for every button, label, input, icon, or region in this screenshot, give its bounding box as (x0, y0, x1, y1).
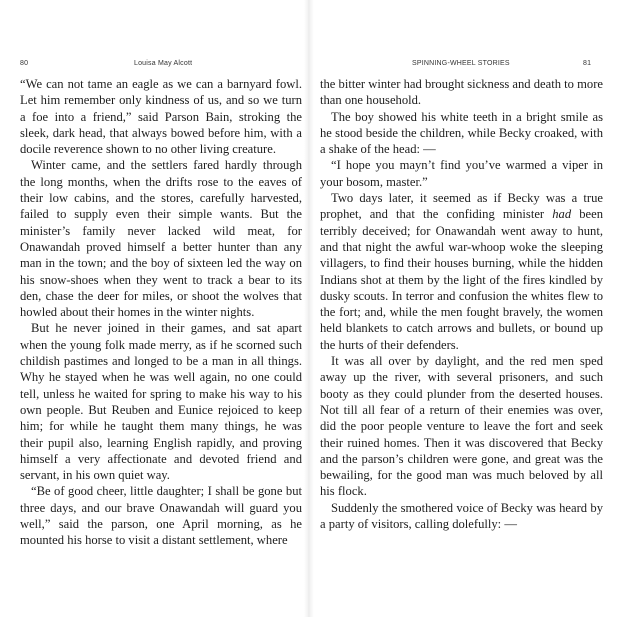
paragraph: Suddenly the smothered voice of Becky was heard by a party of visitors, calling dolefully: — (320, 500, 603, 532)
paragraph: But he never joined in their games, and sat apart when the young folk made merry, as if he scorned such childish pastimes and longed to be a man in all things. Why he stayed when he was well again, no one could tell, unless he waited for spring to make his way to his own people. But Reuben and Eunice rejoiced to keep him; for while he taught them many things, he was their pupil also, learning English rapidly, and proving himself a very affectionate and devoted friend and servant, in his own quiet way. (20, 321, 302, 483)
right-running-head: SPINNING-WHEEL STORIES (412, 60, 510, 67)
right-page-number: 81 (583, 60, 592, 67)
paragraph: “I hope you mayn’t find you’ve warmed a viper in your bosom, master.” (320, 158, 603, 189)
book-gutter (304, 0, 314, 617)
paragraph: “We can not tame an eagle as we can a barnyard fowl. Let him remember only kindness of us, and so we turn a foe into a friend,” said Parson Bain, stroking the sleek, dark head, that always bowed before him, with a docile reverence shown to no other living creature. (20, 77, 302, 157)
right-page-text (320, 76, 603, 532)
left-page-number: 80 (20, 60, 29, 67)
paragraph: It was all over by daylight, and the red men sped away up the river, with several prisoners, and such booty as they could plunder from the deserted houses. Not till all fear of a return of their enemies was over, did the poor people venture to leave the fort and seek their ruined homes. Then it was discovered that Becky and the parson’s children were gone, and great was the bewailing, for the good man was much beloved by all his flock. (320, 354, 603, 499)
left-page-text (20, 76, 302, 549)
paragraph: the bitter winter had brought sickness and death to more than one household. (320, 77, 603, 108)
paragraph: The boy showed his white teeth in a bright smile as he stood beside the children, while Becky croaked, with a shake of the head: — (320, 109, 603, 157)
paragraph: Two days later, it seemed as if Becky was a true prophet, and that the confiding minister had been terribly deceived; for Onawandah went away to hunt, and that night the awful war-whoop woke the sleeping villagers, to find their houses burning, while the hidden Indians shot at them by the light of the fires kindled by dusky scouts. In terror and confusion the whites flew to the fort; and, while the men fought bravely, the women held blankets to catch arrows and bullets, or bound up the hurts of their defenders. (320, 191, 603, 352)
paragraph: “Be of good cheer, little daughter; I shall be gone but three days, and our brave Onawandah will guard you well,” said the parson, one April morning, as he mounted his horse to visit a distant settlement, where (20, 484, 302, 548)
left-running-head: Louisa May Alcott (134, 60, 193, 67)
paragraph: Winter came, and the settlers fared hardly through the long months, when the drifts rose to the eaves of their low cabins, and the stores, carefully harvested, failed to supply even their simple wants. But the minister’s family never lacked wild meat, for Onawandah proved himself a better hunter than any man in the town; and the boy of sixteen led the way on his snow-shoes when they went to track a bear to its den, chase the deer for miles, or shoot the wolves that howled about their homes in the winter nights. (20, 158, 302, 320)
